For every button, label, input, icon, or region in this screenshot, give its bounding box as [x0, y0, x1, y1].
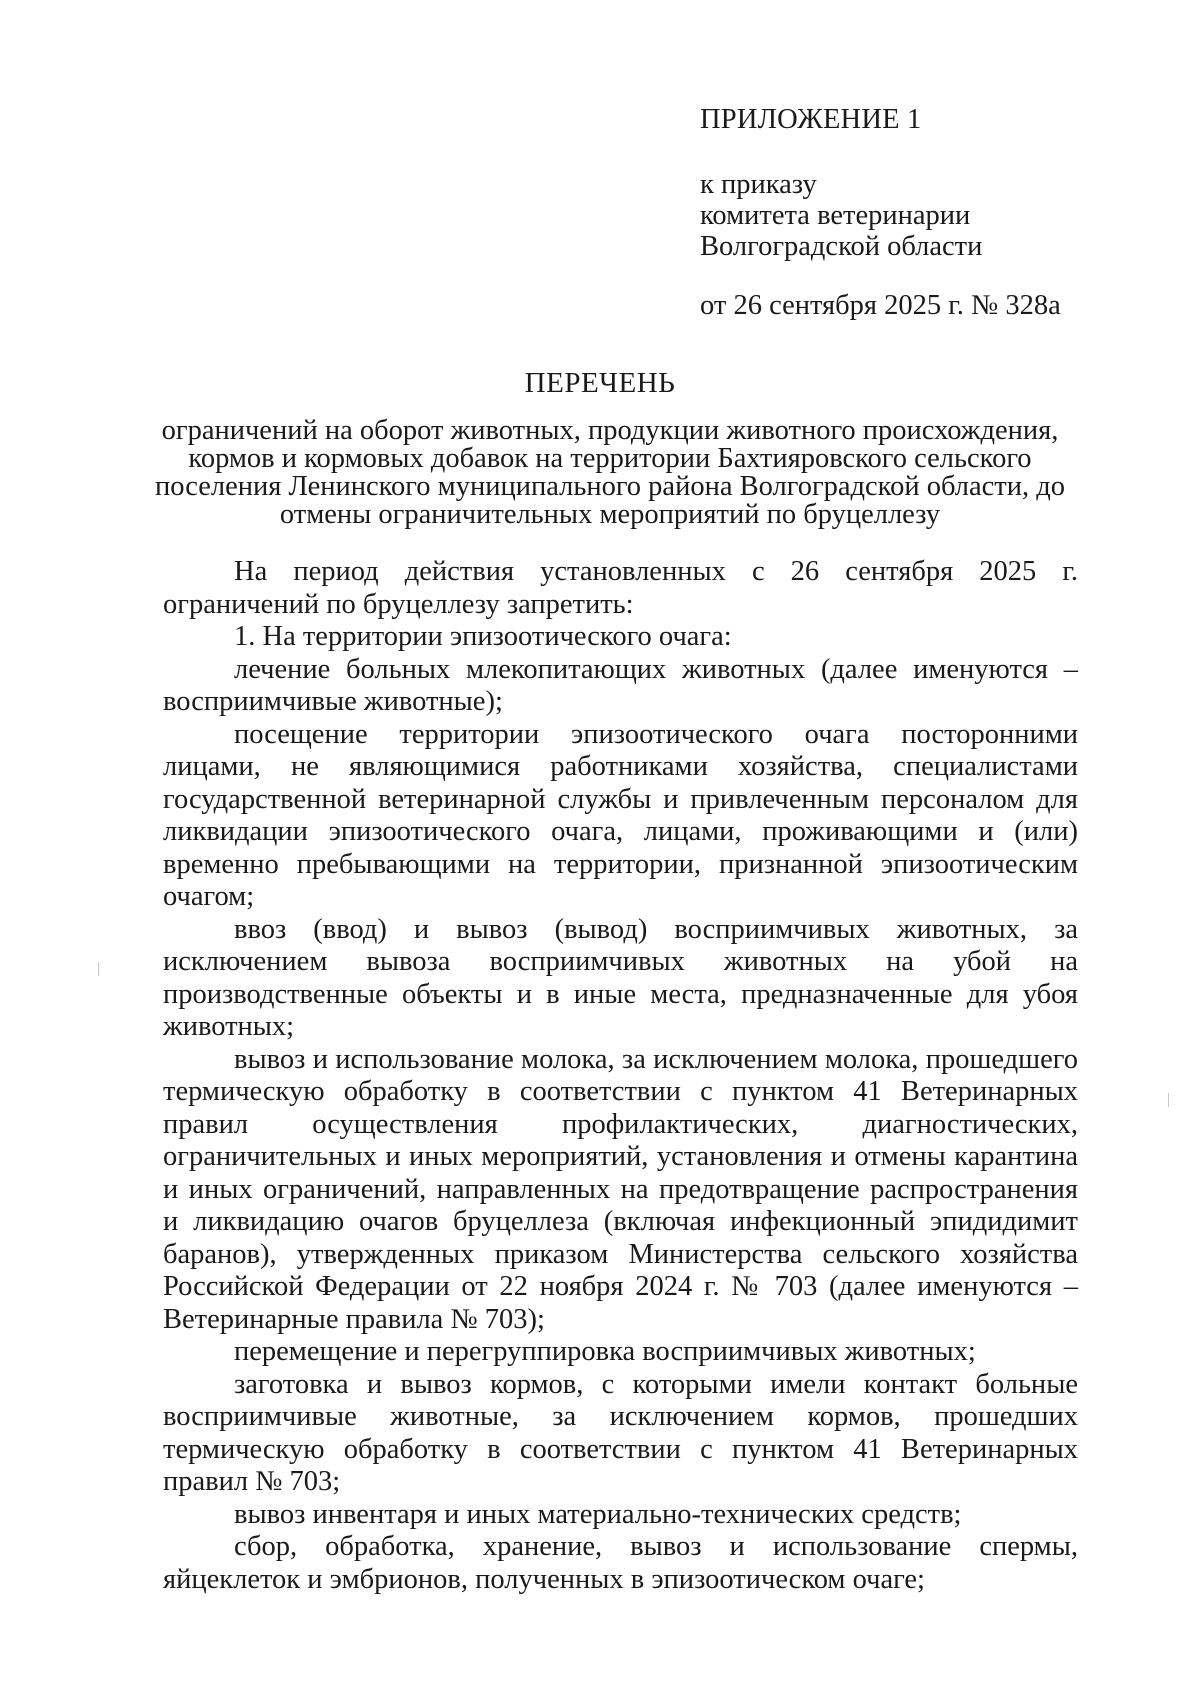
subtitle-line: поселения Ленинского муниципального района Волгоградской области, до [155, 471, 1065, 502]
appendix-title: ПРИЛОЖЕНИЕ 1 [700, 104, 922, 135]
paragraph-sperm: сбор, обработка, хранение, вывоз и использование спермы, яйцеклеток и эмбрионов, полученных в эпизоотическом очаге; [163, 1531, 1078, 1595]
document-body [163, 556, 1078, 1596]
document-title: ПЕРЕЧЕНЬ [524, 367, 676, 399]
paragraph-movement: перемещение и перегруппировка восприимчивых животных; [234, 1336, 976, 1367]
document-subtitle [150, 417, 1070, 529]
paragraph-import-export: ввоз (ввод) и вывоз (вывод) восприимчивых животных, за исключением вывоза восприимчивых животных на убой на производственные объекты и в иные места, предназначенные для убоя животных; [163, 913, 1078, 1042]
paragraph-inventory: вывоз инвентаря и иных материально-технических средств; [234, 1498, 962, 1530]
appendix-reference [700, 169, 1140, 262]
scan-mark-right [1168, 1093, 1169, 1107]
appendix-ref-line: комитета ветеринарии [700, 200, 971, 231]
subtitle-line: кормов и кормовых добавок на территории Бахтияровского сельского [188, 443, 1032, 474]
paragraph-intro: На период действия установленных с 26 сентября 2025 г. ограничений по бруцеллезу запретить: [163, 556, 1078, 620]
paragraph-item-1: 1. На территории эпизоотического очага: [234, 621, 732, 652]
appendix-block [700, 104, 1140, 321]
subtitle-line: отмены ограничительных мероприятий по бруцеллезу [279, 499, 941, 530]
appendix-ref-line: к приказу [700, 169, 817, 200]
paragraph-visiting: посещение территории эпизоотического очага посторонними лицами, не являющимися работниками хозяйства, специалистами государственной ветеринарной службы и привлеченным персоналом для ликвидации эпизоотического очага, лицами, проживающими и (или) временно пребывающими на территории, признанной эпизоотическим очагом; [163, 718, 1078, 912]
scan-mark-left [98, 962, 99, 976]
paragraph-feed: заготовка и вывоз кормов, с которыми имели контакт больные восприимчивые животные, за исключением кормов, прошедших термическую обработку в соответствии с пунктом 41 Ветеринарных правил № 703; [163, 1368, 1078, 1497]
appendix-ref-line: Волгоградской области [700, 231, 983, 262]
paragraph-milk: вывоз и использование молока, за исключением молока, прошедшего термическую обработку в соответствии с пунктом 41 Ветеринарных правил осуществления профилактических, диагностических, ограничительных и иных мероприятий, установления и отмены карантина и иных ограничений, направленных на предотвращение распространения и ликвидацию очагов бруцеллеза (включая инфекционный эпидидимит баранов), утвержденных приказом Министерства сельского хозяйства Российской Федерации от 22 ноября 2024 г. № 703 (далее именуются – Ветеринарные правила № 703); [163, 1043, 1078, 1335]
appendix-order-date: от 26 сентября 2025 г. № 328а [700, 290, 1061, 321]
subtitle-line: ограничений на оборот животных, продукции животного происхождения, [161, 415, 1059, 446]
paragraph-treatment: лечение больных млекопитающих животных (далее именуются – восприимчивые животные); [163, 653, 1078, 717]
